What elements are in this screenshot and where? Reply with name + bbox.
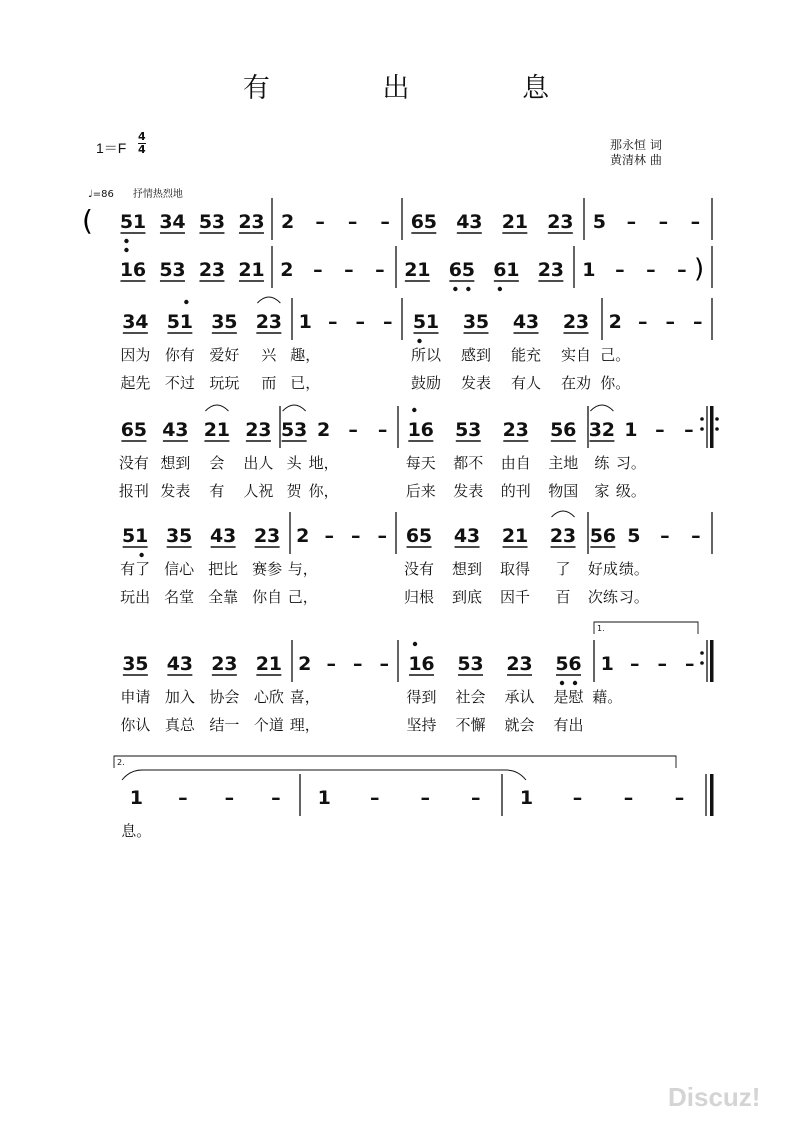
note-5: 5 (281, 419, 295, 441)
dash-extension: – (379, 653, 389, 675)
note-5: 5 (461, 259, 475, 281)
lyric-word: 你认 (120, 716, 151, 734)
dash-extension: – (677, 259, 687, 281)
lyric-word: 有 (209, 482, 225, 500)
note-5: 5 (133, 419, 148, 441)
lyric-word: 习。 (618, 588, 649, 606)
lyric-word: 练 (594, 454, 610, 472)
row-1 (82, 198, 712, 243)
note-1: 1 (216, 419, 231, 441)
lyric-word: 爱好 (209, 346, 240, 364)
high-octave-dot (412, 408, 416, 412)
tie-arc (122, 770, 526, 780)
lyric-word: 你， (308, 482, 339, 500)
dash-extension: – (646, 259, 656, 281)
tie-arc (205, 405, 228, 411)
note-3: 3 (166, 525, 180, 547)
lyric-word: 习。 (615, 454, 646, 472)
note-1: 1 (600, 653, 614, 675)
lyric-word: 信心 (164, 560, 195, 578)
note-1: 1 (251, 259, 265, 281)
repeat-thick-line (710, 406, 714, 448)
dash-extension: – (470, 787, 481, 809)
note-3: 3 (211, 259, 226, 281)
lyric-word: 协会 (209, 688, 240, 706)
lyric-word: 由自 (500, 454, 531, 472)
note-4: 4 (172, 211, 186, 233)
note-4: 4 (166, 653, 180, 675)
note-5: 5 (135, 653, 149, 675)
dash-extension: – (355, 311, 365, 333)
note-1: 1 (135, 525, 149, 547)
note-3: 3 (251, 211, 265, 233)
note-6: 6 (568, 653, 582, 675)
note-3: 3 (469, 211, 483, 233)
lyric-word: 你。 (600, 374, 631, 392)
lyric-word: 心欣 (253, 688, 284, 706)
lyric-word: 贺 (286, 482, 302, 500)
dash-extension: – (626, 211, 637, 233)
lyric-word: 息。 (121, 822, 152, 840)
lyric-word: 赛参 (252, 560, 283, 578)
high-octave-dot (413, 642, 417, 646)
note-3: 3 (588, 419, 603, 441)
dash-extension: – (657, 653, 667, 675)
lyric-word: 藉。 (592, 688, 623, 706)
note-2: 2 (501, 525, 516, 547)
dash-extension: – (271, 787, 281, 809)
lyric-word: 己， (287, 588, 318, 606)
note-2: 2 (608, 311, 622, 333)
note-1: 1 (119, 259, 134, 281)
tempo-value: ♩=86 (88, 189, 114, 200)
note-3: 3 (211, 311, 225, 333)
dash-extension: – (315, 211, 325, 233)
lyric-word: 发表 (160, 482, 191, 500)
dash-extension: – (684, 419, 694, 441)
dash-extension: – (623, 787, 634, 809)
note-2: 2 (254, 525, 268, 547)
row-4 (119, 405, 719, 500)
lyric-word: 起先 (120, 374, 151, 392)
volta-bracket (594, 622, 698, 634)
lyric-word: 归根 (404, 588, 435, 606)
key-signature: 1＝F (96, 140, 127, 156)
lyric-word: 的刊 (500, 482, 531, 500)
lyric-word: 级。 (615, 482, 646, 500)
note-4: 4 (210, 525, 224, 547)
note-1: 1 (298, 311, 312, 333)
dash-extension: – (369, 787, 380, 809)
dash-extension: – (615, 259, 625, 281)
note-3: 3 (560, 211, 574, 233)
row-5 (120, 511, 712, 606)
lyric-word: 有人 (510, 374, 542, 392)
low-octave-dot (573, 681, 577, 685)
note-2: 2 (562, 311, 577, 333)
note-3: 3 (268, 311, 282, 333)
open-parenthesis: ( (82, 204, 93, 237)
volta-label: 2. (117, 758, 125, 767)
lyric-word: 个道 (253, 716, 284, 734)
note-5: 5 (224, 311, 238, 333)
dash-extension: – (674, 787, 685, 809)
note-2: 2 (549, 525, 564, 547)
note-2: 2 (198, 259, 213, 281)
lyric-word: 不过 (164, 374, 195, 392)
lyric-word: 你有 (164, 346, 195, 364)
lyric-word: 理， (289, 716, 320, 734)
lyric-word: 感到 (460, 346, 492, 364)
note-1: 1 (129, 787, 143, 809)
note-5: 5 (198, 211, 213, 233)
expression-mark: 抒情热烈地 (132, 189, 183, 200)
note-3: 3 (224, 653, 238, 675)
note-2: 2 (245, 419, 259, 441)
lyric-word: 名堂 (164, 588, 195, 606)
lyric-word: 物国 (548, 482, 579, 500)
volta-bracket (114, 756, 676, 768)
lyric-word: 是慰 (553, 688, 584, 706)
note-1: 1 (519, 787, 534, 809)
note-2: 2 (601, 419, 616, 441)
note-3: 3 (175, 419, 189, 441)
dash-extension: – (665, 311, 675, 333)
dash-extension: – (178, 787, 188, 809)
high-octave-dot (184, 300, 188, 304)
note-2: 2 (502, 419, 516, 441)
lyric-word: 有了 (120, 560, 151, 578)
tie-arc (552, 511, 575, 517)
dash-extension: – (655, 419, 665, 441)
note-1: 1 (425, 311, 440, 333)
lyric-word: 没有 (404, 560, 435, 578)
low-octave-dot (124, 239, 128, 243)
note-6: 6 (405, 525, 420, 547)
note-5: 5 (166, 311, 180, 333)
note-1: 1 (268, 653, 282, 675)
note-2: 2 (296, 525, 310, 547)
dash-extension: – (348, 419, 358, 441)
note-2: 2 (506, 653, 520, 675)
lyric-word: 因千 (500, 588, 531, 606)
note-2: 2 (547, 211, 561, 233)
lyric-word: 己。 (600, 346, 631, 364)
note-6: 6 (420, 419, 434, 441)
note-2: 2 (537, 259, 551, 281)
note-3: 3 (519, 653, 533, 675)
note-6: 6 (421, 653, 435, 675)
note-5: 5 (592, 211, 606, 233)
note-2: 2 (280, 259, 294, 281)
dash-extension: – (344, 259, 354, 281)
lyric-word: 已， (290, 374, 321, 392)
note-1: 1 (407, 419, 421, 441)
repeat-dot (700, 417, 704, 421)
lyric-word: 在劝 (560, 374, 592, 392)
lyric-word: 鼓励 (410, 374, 442, 392)
note-3: 3 (122, 653, 136, 675)
lyric-word: 头 (286, 454, 302, 472)
note-5: 5 (159, 259, 173, 281)
dash-extension: – (224, 787, 235, 809)
song-title: 有 出 息 (242, 73, 602, 104)
lyric-word: 能充 (510, 346, 542, 364)
note-2: 2 (255, 653, 269, 675)
lyric-word: 因为 (120, 346, 151, 364)
lyric-word: 所以 (410, 346, 442, 364)
dash-extension: – (347, 211, 358, 233)
final-thick-line (710, 774, 714, 816)
note-2: 2 (298, 653, 312, 675)
dash-extension: – (377, 419, 388, 441)
low-octave-dot (560, 681, 564, 685)
note-2: 2 (238, 211, 252, 233)
note-1: 1 (417, 259, 431, 281)
lyric-word: 喜， (289, 688, 320, 706)
lyric-word: 得到 (406, 688, 437, 706)
lyric-word: 地， (308, 454, 339, 472)
lyric-word: 想到 (160, 454, 191, 472)
lyric-word: 申请 (120, 688, 151, 706)
note-3: 3 (525, 311, 540, 333)
lyric-word: 社会 (455, 688, 486, 706)
lyric-word: 而 (261, 374, 277, 392)
note-6: 6 (410, 211, 424, 233)
note-2: 2 (317, 419, 331, 441)
repeat-dot (700, 427, 704, 431)
note-5: 5 (122, 525, 136, 547)
lyric-word: 会 (209, 454, 225, 472)
tie-arc (257, 297, 280, 303)
note-3: 3 (515, 419, 529, 441)
dash-extension: – (658, 211, 669, 233)
lyric-word: 实自 (560, 346, 592, 364)
note-1: 1 (408, 653, 422, 675)
row-6 (120, 622, 713, 734)
time-signature-top: 4 (138, 130, 146, 143)
lyric-word: 次练 (587, 588, 618, 606)
dash-extension: – (691, 525, 701, 547)
low-octave-dot (466, 287, 470, 291)
lyric-word: 后来 (405, 482, 436, 500)
lyric-word: 结一 (209, 716, 240, 734)
discuz-watermark: Discuz! (668, 1082, 761, 1112)
note-5: 5 (179, 525, 193, 547)
note-4: 4 (162, 419, 176, 441)
lyric-word: 到底 (452, 588, 483, 606)
note-1: 1 (506, 259, 520, 281)
dash-extension: – (690, 211, 701, 233)
lyric-word: 玩玩 (209, 374, 240, 392)
lyric-word: 不懈 (455, 716, 486, 734)
note-6: 6 (448, 259, 462, 281)
note-1: 1 (514, 525, 529, 547)
lyric-word: 就会 (504, 716, 535, 734)
volta-label: 1. (597, 624, 605, 633)
note-3: 3 (122, 311, 136, 333)
dash-extension: – (629, 653, 640, 675)
note-5: 5 (418, 525, 433, 547)
lyric-word: 发表 (453, 482, 484, 500)
note-5: 5 (457, 653, 471, 675)
lyric-word: 全靠 (208, 588, 239, 606)
composer-credit: 黄清林 曲 (610, 153, 662, 167)
note-5: 5 (455, 419, 469, 441)
lyric-word: 有出 (553, 716, 584, 734)
note-5: 5 (555, 653, 569, 675)
close-parenthesis: ) (694, 254, 705, 284)
note-4: 4 (453, 525, 468, 547)
lyric-word: 坚持 (406, 716, 437, 734)
dash-extension: – (380, 211, 390, 233)
dash-extension: – (350, 525, 361, 547)
lyric-word: 主地 (548, 454, 579, 472)
note-3: 3 (223, 525, 237, 547)
note-1: 1 (624, 419, 638, 441)
note-2: 2 (501, 211, 515, 233)
lyric-word: 真总 (164, 716, 195, 734)
note-5: 5 (412, 311, 427, 333)
lyric-word: 百 (555, 588, 571, 606)
note-3: 3 (267, 525, 281, 547)
note-3: 3 (470, 653, 484, 675)
note-3: 3 (562, 525, 577, 547)
time-signature-bottom: 4 (138, 143, 146, 156)
lyric-word: 绩。 (618, 560, 649, 578)
dash-extension: – (324, 525, 334, 547)
lyric-word: 每天 (405, 454, 436, 472)
lyric-word: 好成 (587, 560, 618, 578)
note-1: 1 (179, 311, 193, 333)
tie-arc (283, 405, 306, 411)
lyricist-credit: 那永恒 词 (610, 138, 662, 152)
note-4: 4 (456, 211, 470, 233)
note-1: 1 (582, 259, 596, 281)
repeat-dot (715, 417, 719, 421)
note-5: 5 (423, 211, 437, 233)
row-3 (120, 297, 712, 392)
lyric-word: 趣， (290, 346, 321, 364)
note-3: 3 (294, 419, 308, 441)
note-5: 5 (589, 525, 603, 547)
high-octave-dot (124, 248, 128, 252)
dash-extension: – (684, 653, 695, 675)
lyric-word: 承认 (504, 688, 535, 706)
lyric-word: 了 (555, 560, 571, 578)
dash-extension: – (692, 311, 703, 333)
note-5: 5 (119, 211, 134, 233)
note-6: 6 (602, 525, 616, 547)
note-1: 1 (317, 787, 331, 809)
note-3: 3 (575, 311, 590, 333)
note-2: 2 (238, 259, 252, 281)
dash-extension: – (420, 787, 430, 809)
note-6: 6 (493, 259, 507, 281)
dash-extension: – (375, 259, 385, 281)
lyric-word: 你自 (252, 588, 283, 606)
low-octave-dot (139, 553, 143, 557)
note-2: 2 (211, 653, 225, 675)
note-2: 2 (404, 259, 418, 281)
note-4: 4 (135, 311, 149, 333)
low-octave-dot (417, 339, 421, 343)
note-3: 3 (172, 259, 186, 281)
lyric-word: 没有 (118, 454, 149, 472)
low-octave-dot (453, 287, 457, 291)
note-5: 5 (475, 311, 490, 333)
repeat-thick-line (710, 640, 714, 682)
lyric-word: 都不 (453, 454, 484, 472)
lyric-word: 人祝 (243, 482, 274, 500)
tie-arc (590, 405, 613, 411)
dash-extension: – (572, 787, 583, 809)
repeat-dot (715, 427, 719, 431)
lyric-word: 想到 (452, 560, 483, 578)
low-octave-dot (498, 287, 502, 291)
lyric-word: 报刊 (118, 482, 149, 500)
note-3: 3 (466, 525, 481, 547)
dash-extension: – (352, 653, 363, 675)
note-2: 2 (203, 419, 218, 441)
dash-extension: – (660, 525, 670, 547)
repeat-dot (700, 661, 704, 665)
note-6: 6 (132, 259, 147, 281)
note-6: 6 (563, 419, 577, 441)
lyric-word: 加入 (164, 688, 195, 706)
repeat-dot (700, 651, 704, 655)
note-3: 3 (462, 311, 477, 333)
note-3: 3 (550, 259, 564, 281)
note-6: 6 (120, 419, 135, 441)
dash-extension: – (327, 311, 338, 333)
note-5: 5 (627, 525, 641, 547)
lyric-word: 家 (594, 482, 610, 500)
dash-extension: – (313, 259, 323, 281)
lyric-word: 把比 (208, 560, 239, 578)
lyric-word: 与， (287, 560, 318, 578)
note-5: 5 (550, 419, 564, 441)
note-1: 1 (514, 211, 528, 233)
lyric-word: 玩出 (120, 588, 151, 606)
lyric-word: 发表 (460, 374, 492, 392)
lyric-word: 取得 (500, 560, 531, 578)
row-7 (114, 756, 714, 840)
lyric-word: 出人 (243, 454, 274, 472)
note-1: 1 (132, 211, 147, 233)
dash-extension: – (382, 311, 393, 333)
note-4: 4 (512, 311, 527, 333)
note-3: 3 (179, 653, 193, 675)
note-3: 3 (258, 419, 272, 441)
note-3: 3 (211, 211, 226, 233)
dash-extension: – (377, 525, 387, 547)
note-3: 3 (468, 419, 482, 441)
lyric-word: 兴 (261, 346, 277, 364)
dash-extension: – (637, 311, 648, 333)
note-3: 3 (159, 211, 173, 233)
note-2: 2 (280, 211, 295, 233)
dash-extension: – (326, 653, 336, 675)
row-2 (120, 246, 712, 291)
note-2: 2 (255, 311, 269, 333)
